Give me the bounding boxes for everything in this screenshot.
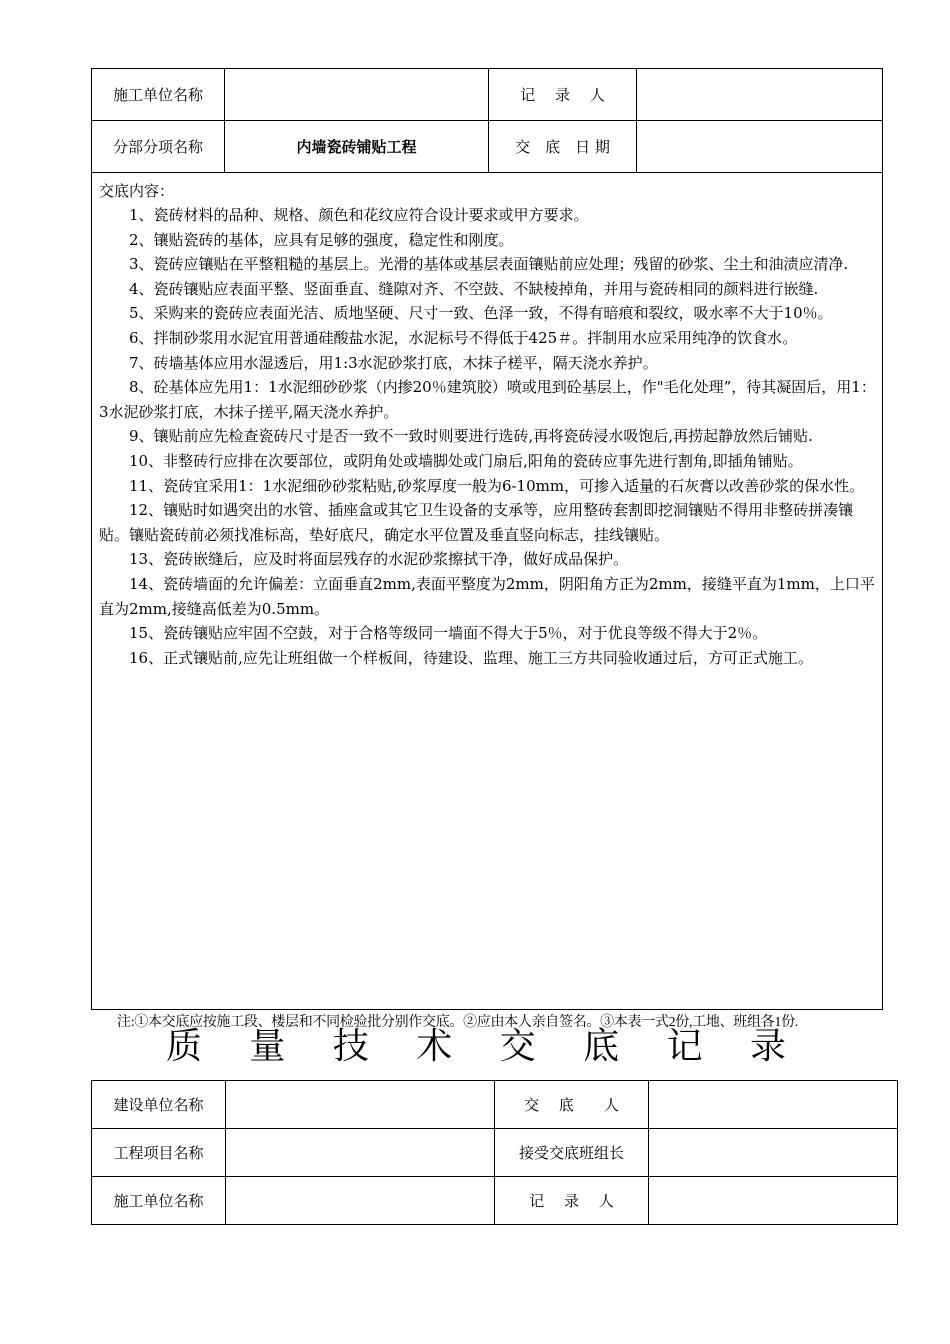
briefing-date-label: 交 底 日 期	[489, 121, 637, 173]
content-item: 14、瓷砖墙面的允许偏差：立面垂直2mm,表面平整度为2mm，阴阳角方正为2mm，接缝平直为1mm，上口平直为2mm,接缝高低差为0.5mm。	[99, 574, 875, 618]
content-item: 6、拌制砂浆用水泥宜用普通硅酸盐水泥，水泥标号不得低于425＃。拌制用水应采用纯净的饮食水。	[129, 328, 798, 347]
content-item: 11、瓷砖宜采用1：1水泥细砂砂浆粘贴,砂浆厚度一般为6-10mm，可掺入适量的石灰膏以改善砂浆的保水性。	[129, 476, 865, 495]
content-item: 1、瓷砖材料的品种、规格、颜色和花纹应符合设计要求或甲方要求。	[129, 206, 589, 224]
table-row	[92, 1129, 898, 1177]
content-item: 12、镶贴时如遇突出的水管、插座盒或其它卫生设备的支承等，应用整砖套割即挖洞镶贴不得用非整砖拼凑镶贴。镶贴瓷砖前必须找准标高，垫好底尺，确定水平位置及垂直竖向标志，挂线镶贴。	[99, 501, 854, 544]
content-item: 15、瓷砖镶贴应牢固不空鼓，对于合格等级同一墙面不得大于5％，对于优良等级不得大于2％。	[129, 624, 768, 643]
project-name-label: 工程项目名称	[92, 1129, 226, 1177]
content-item: 9、镶贴前应先检查瓷砖尺寸是否一致不一致时则要进行选砖,再将瓷砖浸水吸饱后,再捞起静放然后铺贴.	[129, 427, 813, 446]
footnote: 注:①本交底应按施工段、楼层和不同检验批分别作交底。②应由本人亲自签名。③本表一式2份,工地、班组各1份.	[117, 1015, 798, 1030]
sub-item-name-value[interactable]: 内墙瓷砖铺贴工程	[225, 121, 489, 173]
form-title: 质 量 技 术 交 底 记 录	[165, 1026, 805, 1067]
construction-unit-label: 施工单位名称	[92, 1177, 226, 1225]
content-item: 2、镶贴瓷砖的基体，应具有足够的强度，稳定性和刚度。	[129, 230, 514, 249]
briefer-label: 交 底 人	[495, 1081, 649, 1129]
construction-unit-label: 施工单位名称	[92, 69, 225, 121]
briefing-content	[92, 173, 883, 1010]
project-name-value[interactable]	[226, 1129, 495, 1177]
content-item: 10、非整砖行应排在次要部位，或阴角处或墙脚处或门扇后,阳角的瓷砖应事先进行割角,即插角铺贴。	[129, 451, 803, 470]
team-leader-label: 接受交底班组长	[495, 1129, 649, 1177]
table-row	[92, 121, 883, 173]
client-unit-value[interactable]	[226, 1081, 495, 1129]
client-unit-label: 建设单位名称	[92, 1081, 226, 1129]
recorder-label: 记 录 人	[495, 1177, 649, 1225]
briefing-date-value[interactable]	[637, 121, 883, 173]
recorder-value[interactable]	[649, 1177, 898, 1225]
sub-item-name-label: 分部分项名称	[92, 121, 225, 173]
content-item: 7、砖墙基体应用水湿透后，用1:3水泥砂浆打底，木抹子槎平，隔天浇水养护。	[129, 353, 658, 372]
content-item: 5、采购来的瓷砖应表面光洁、质地坚硬、尺寸一致、色泽一致，不得有暗痕和裂纹，吸水率不大于10％。	[129, 304, 833, 323]
content-item: 3、瓷砖应镶贴在平整粗糙的基层上。光滑的基体或基层表面镶贴前应处理；残留的砂浆、尘土和油渍应清净.	[129, 255, 849, 274]
content-item: 4、瓷砖镶贴应表面平整、竖面垂直、缝隙对齐、不空鼓、不缺棱掉角，并用与瓷砖相同的颜料进行嵌缝.	[129, 279, 819, 298]
construction-unit-value[interactable]	[225, 69, 489, 121]
recorder-label: 记 录 人	[489, 69, 637, 121]
bottom-record-table	[91, 1080, 898, 1225]
team-leader-value[interactable]	[649, 1129, 898, 1177]
construction-unit-value[interactable]	[226, 1177, 495, 1225]
content-item: 8、砼基体应先用1：1水泥细砂砂浆（内掺20％建筑胶）喷或甩到砼基层上，作"毛化处理”，待其凝固后，用1：3水泥砂浆打底，木抹子搓平,隔天浇水养护。	[99, 378, 876, 421]
content-title: 交底内容：	[99, 182, 175, 200]
recorder-value[interactable]	[637, 69, 883, 121]
content-row	[92, 173, 883, 1010]
table-row	[92, 1177, 898, 1225]
briefer-value[interactable]	[649, 1081, 898, 1129]
top-record-table	[91, 68, 883, 1010]
table-row	[92, 69, 883, 121]
content-item: 16、正式镶贴前,应先让班组做一个样板间，待建设、监理、施工三方共同验收通过后，方可正式施工。	[129, 648, 813, 667]
table-row	[92, 1081, 898, 1129]
content-item: 13、瓷砖嵌缝后，应及时将面层残存的水泥砂浆擦拭干净，做好成品保护。	[129, 550, 629, 569]
